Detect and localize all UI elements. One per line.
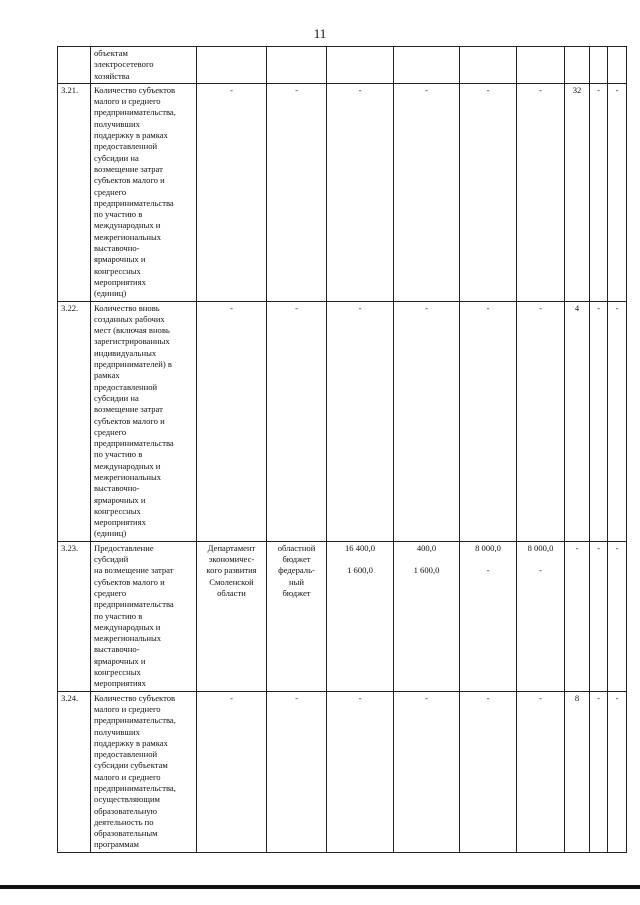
- row-description-line: выставочно-: [94, 243, 140, 254]
- row-funding-source: [267, 541, 327, 691]
- row-description-line: выставочно-: [94, 483, 140, 494]
- row-description-line: межрегиональных: [94, 231, 162, 242]
- row-description-line: по участию в: [94, 209, 143, 220]
- row-description-line: поддержку в рамках: [94, 737, 168, 748]
- row-description-line: мероприятиях: [94, 276, 146, 287]
- row-description-line: предоставленной: [94, 749, 158, 760]
- row-total: [327, 301, 394, 541]
- row-executor: [197, 691, 267, 852]
- row-executor: [197, 541, 267, 691]
- table-row: [58, 301, 627, 541]
- table-body: [58, 47, 627, 853]
- row-indicator-c1: 8: [565, 691, 590, 852]
- row-number: 3.21.: [58, 83, 91, 301]
- row-executor-line: области: [217, 587, 246, 598]
- row-description-line: мест (включая вновь: [94, 325, 170, 336]
- row-indicator-c3: [608, 47, 627, 84]
- row-number: [58, 47, 91, 84]
- row-indicator-c3: -: [608, 691, 627, 852]
- row-description-line: мероприятиях: [94, 678, 146, 689]
- row-description-line: по участию в: [94, 610, 143, 621]
- row-description-line: конгрессных: [94, 505, 141, 516]
- row-total: [327, 691, 394, 852]
- row-description-line: предоставленной: [94, 381, 158, 392]
- row-indicator-c2: -: [590, 301, 608, 541]
- row-year-3: [517, 83, 565, 301]
- row-total-value: -: [358, 302, 362, 313]
- row-indicator-c1: [565, 47, 590, 84]
- row-description-line: субсидии на: [94, 152, 139, 163]
- row-description-line: предоставленной: [94, 141, 158, 152]
- row-executor-line: -: [230, 692, 233, 703]
- row-executor-line: Департамент: [207, 542, 256, 553]
- row-description-line: среднего: [94, 587, 127, 598]
- row-description-line: предпринимательства,: [94, 715, 176, 726]
- row-year-3: [517, 691, 565, 852]
- row-description-line: среднего: [94, 186, 127, 197]
- row-indicator-c3: -: [608, 541, 627, 691]
- row-description-line: поддержку в рамках: [94, 130, 168, 141]
- row-total: [327, 47, 394, 84]
- row-description-line: зарегистрированных: [94, 336, 170, 347]
- row-description-line: ярмарочных и: [94, 254, 146, 265]
- row-description-line: среднего: [94, 426, 127, 437]
- row-description-line: международных и: [94, 460, 161, 471]
- row-executor-line: -: [230, 302, 233, 313]
- row-description-line: предпринимательства: [94, 197, 174, 208]
- program-table: [57, 46, 627, 853]
- row-description-line: конгрессных: [94, 265, 141, 276]
- row-year-2-value: -: [486, 302, 490, 313]
- row-total-value: -: [358, 692, 362, 703]
- row-number: 3.24.: [58, 691, 91, 852]
- row-indicator-c1: 4: [565, 301, 590, 541]
- table-row: [58, 691, 627, 852]
- row-description-line: предпринимателей) в: [94, 359, 172, 370]
- row-year-3-value: -: [539, 302, 542, 313]
- row-description-line: образовательную: [94, 805, 158, 816]
- row-year-3: [517, 541, 565, 691]
- row-funding-source-line: -: [295, 84, 298, 95]
- row-description-line: субсидии субъектам: [94, 760, 168, 771]
- row-funding-source-line: областной: [277, 542, 316, 553]
- row-description-line: субсидии на: [94, 392, 139, 403]
- row-total-value: -: [358, 84, 362, 95]
- row-description-line: предпринимательства: [94, 599, 174, 610]
- row-description-line: мероприятиях: [94, 517, 146, 528]
- row-indicator-c2: -: [590, 691, 608, 852]
- value-gap: [330, 554, 390, 565]
- row-description: [91, 301, 197, 541]
- row-description-line: получивших: [94, 726, 140, 737]
- row-funding-source-line: федераль-: [278, 565, 315, 576]
- row-funding-source-line: -: [295, 692, 298, 703]
- row-year-3-value: -: [539, 692, 542, 703]
- row-description-line: малого и среднего: [94, 96, 161, 107]
- row-description-line: созданных рабочих: [94, 313, 165, 324]
- row-description-line: малого и среднего: [94, 771, 161, 782]
- row-description-line: Количество вновь: [94, 302, 160, 313]
- row-description-line: субъектов малого и: [94, 415, 165, 426]
- row-description-line: объектам: [94, 48, 128, 58]
- row-year-1: [394, 301, 460, 541]
- row-year-1-value: 400,0: [416, 542, 437, 553]
- row-year-1-value: 1 600,0: [413, 565, 440, 576]
- row-total: [327, 541, 394, 691]
- row-description-line: хозяйства: [94, 70, 130, 81]
- row-total-value: 1 600,0: [347, 565, 373, 576]
- row-description-line: Количество субъектов: [94, 84, 176, 95]
- row-year-1-value: -: [425, 692, 428, 703]
- row-year-3-value: -: [539, 565, 542, 576]
- row-indicator-c2: [590, 47, 608, 84]
- row-description-line: межрегиональных: [94, 633, 162, 644]
- row-description-line: субъектов малого и: [94, 175, 165, 186]
- row-year-1-value: -: [425, 84, 428, 95]
- row-description-line: выставочно-: [94, 644, 140, 655]
- row-year-3: [517, 301, 565, 541]
- row-description-line: возмещение затрат: [94, 163, 163, 174]
- row-funding-source: [267, 301, 327, 541]
- row-description-line: предпринимательства,: [94, 107, 176, 118]
- bottom-rule: [0, 885, 640, 889]
- row-executor: [197, 301, 267, 541]
- row-executor-line: кого развития: [206, 565, 257, 576]
- row-year-2-value: -: [486, 84, 490, 95]
- row-year-2: [460, 301, 517, 541]
- row-indicator-c2: -: [590, 83, 608, 301]
- row-year-3-value: 8 000,0: [527, 542, 554, 553]
- row-funding-source-line: бюджет: [282, 554, 311, 565]
- row-year-1: [394, 83, 460, 301]
- value-gap: [520, 554, 561, 565]
- row-description-line: предпринимательства: [94, 438, 174, 449]
- row-indicator-c3: -: [608, 301, 627, 541]
- row-description-line: малого и среднего: [94, 703, 161, 714]
- row-year-3-value: -: [539, 84, 542, 95]
- row-funding-source: [267, 83, 327, 301]
- row-funding-source-line: бюджет: [282, 587, 311, 598]
- row-description-line: индивидуальных: [94, 347, 157, 358]
- row-description: [91, 541, 197, 691]
- row-description-line: на возмещение затрат: [94, 565, 174, 576]
- row-total-value: 16 400,0: [344, 542, 376, 553]
- row-executor-line: экономичес-: [208, 554, 255, 565]
- row-number: 3.23.: [58, 541, 91, 691]
- row-year-2: [460, 83, 517, 301]
- row-indicator-c1: 32: [565, 83, 590, 301]
- row-description-line: по участию в: [94, 449, 143, 460]
- row-description-line: предпринимательства,: [94, 783, 176, 793]
- table-row: [58, 83, 627, 301]
- page-number: 11: [313, 26, 327, 41]
- row-description-line: ярмарочных и: [94, 655, 146, 666]
- row-indicator-c2: -: [590, 541, 608, 691]
- row-year-2: [460, 691, 517, 852]
- row-indicator-c1: -: [565, 541, 590, 691]
- row-description-line: осуществляющим: [94, 794, 160, 805]
- value-gap: [463, 554, 513, 565]
- row-description-line: электросетевого: [94, 59, 154, 70]
- row-number: 3.22.: [58, 301, 91, 541]
- row-executor: [197, 83, 267, 301]
- row-year-2: [460, 541, 517, 691]
- row-executor-line: -: [230, 84, 233, 95]
- row-year-2-value: 8 000,0: [475, 542, 501, 553]
- row-description-line: возмещение затрат: [94, 404, 163, 415]
- row-description-line: получивших: [94, 118, 140, 129]
- row-description-line: субсидий: [94, 554, 129, 565]
- row-description-line: Количество субъектов: [94, 692, 176, 703]
- row-year-2: [460, 47, 517, 84]
- row-description: [91, 47, 197, 84]
- row-description-line: (единиц): [94, 528, 127, 539]
- row-year-3: [517, 47, 565, 84]
- row-year-1: [394, 691, 460, 852]
- row-description-line: ярмарочных и: [94, 494, 146, 505]
- row-description-line: деятельность по: [94, 816, 154, 827]
- row-year-1: [394, 541, 460, 691]
- row-executor: [197, 47, 267, 84]
- row-indicator-c3: -: [608, 83, 627, 301]
- value-gap: [397, 554, 456, 565]
- row-description: [91, 83, 197, 301]
- row-year-2-value: -: [486, 565, 490, 576]
- row-total: [327, 83, 394, 301]
- row-description-line: конгрессных: [94, 667, 141, 678]
- row-description-line: образовательным: [94, 828, 158, 839]
- row-year-1: [394, 47, 460, 84]
- row-funding-source-line: -: [295, 302, 298, 313]
- row-year-1-value: -: [425, 302, 428, 313]
- row-description-line: субъектов малого и: [94, 576, 165, 587]
- row-description: [91, 691, 197, 852]
- row-description-line: (единиц): [94, 288, 127, 299]
- row-description-line: Предоставление: [94, 542, 154, 553]
- row-description-line: международных и: [94, 621, 161, 632]
- table-row: [58, 47, 627, 84]
- row-description-line: межрегиональных: [94, 471, 162, 482]
- row-year-2-value: -: [486, 692, 490, 703]
- table-row: [58, 541, 627, 691]
- row-description-line: рамках: [94, 370, 120, 381]
- row-description-line: международных и: [94, 220, 161, 231]
- row-funding-source-line: ный: [289, 576, 304, 587]
- row-executor-line: Смоленской: [209, 576, 254, 587]
- row-description-line: программам: [94, 839, 139, 850]
- row-funding-source: [267, 691, 327, 852]
- row-funding-source: [267, 47, 327, 84]
